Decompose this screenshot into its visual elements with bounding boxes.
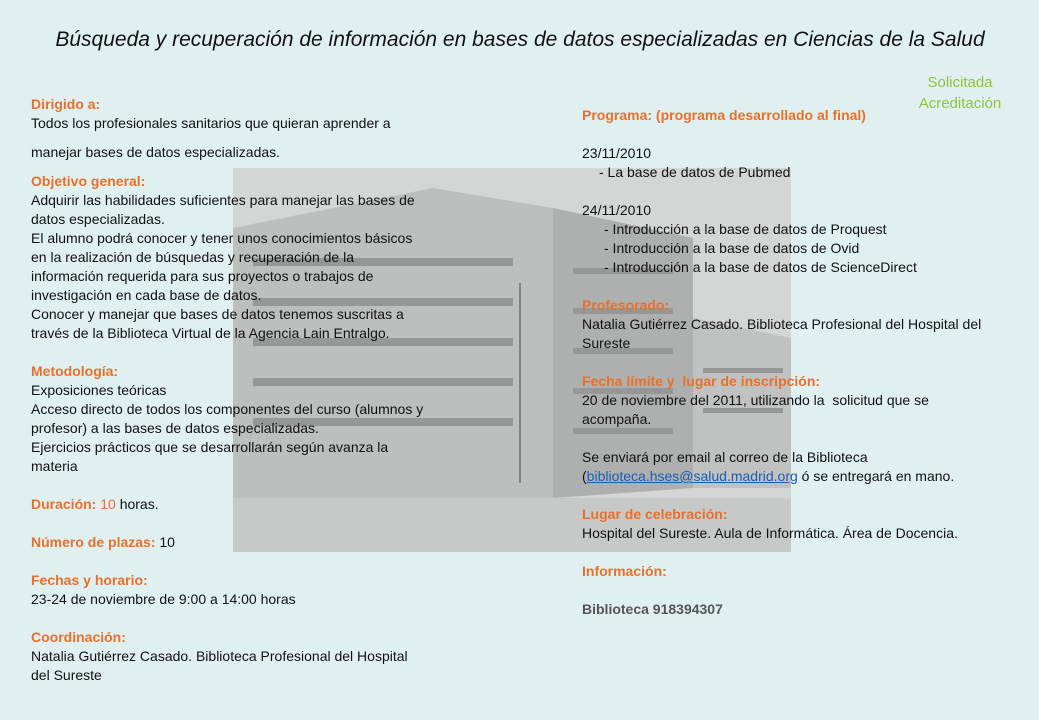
right-column	[582, 106, 1039, 619]
objetivo-line: datos especializadas.	[31, 211, 165, 227]
dirigido-line: manejar bases de datos especializadas.	[31, 144, 281, 160]
fecha-limite-line: acompaña.	[582, 411, 652, 427]
duracion-value: 10	[100, 496, 116, 512]
email-suffix: ó se entregará en mano.	[797, 468, 955, 484]
plazas-row	[31, 533, 471, 552]
metodologia-line: Exposiciones teóricas	[31, 382, 167, 398]
programa-date: 23/11/2010	[582, 145, 652, 161]
metodologia-line: Ejercicios prácticos que se desarrollarán según avanza la	[31, 439, 389, 455]
profesorado-line: Natalia Gutiérrez Casado. Biblioteca Profesional del Hospital del	[582, 316, 982, 332]
programa-item: - Introducción a la base de datos de Ovid	[604, 240, 860, 256]
programa-item: - Introducción a la base de datos de ScienceDirect	[604, 259, 917, 275]
informacion-heading: Información:	[582, 563, 667, 579]
programa-heading: Programa: (programa desarrollado al final)	[582, 107, 866, 123]
accreditation-badge: Solicitada Acreditación	[918, 74, 1002, 112]
objetivo-line: través de la Biblioteca Virtual de la Agencia Lain Entralgo.	[31, 325, 390, 341]
fechas-heading: Fechas y horario:	[31, 572, 148, 588]
objetivo-line: en la realización de búsquedas y recuperación de la	[31, 249, 354, 265]
objetivo-line: Conocer y manejar que bases de datos tenemos suscritas a	[31, 306, 404, 322]
plazas-label: Número de plazas:	[31, 534, 156, 550]
coordinacion-heading: Coordinación:	[31, 629, 126, 645]
profesorado-line: Sureste	[582, 335, 631, 351]
profesorado-heading: Profesorado:	[582, 297, 670, 313]
lugar-value: Hospital del Sureste. Aula de Informática. Área de Docencia.	[582, 525, 958, 541]
lugar-heading: Lugar de celebración:	[582, 506, 728, 522]
programa-item: - La base de datos de Pubmed	[599, 164, 791, 180]
duracion-label: Duración:	[31, 496, 97, 512]
objetivo-line: Adquirir las habilidades suficientes para manejar las bases de	[31, 192, 415, 208]
programa-item: - Introducción a la base de datos de Proquest	[604, 221, 887, 237]
dirigido-heading: Dirigido a:	[31, 96, 101, 112]
objetivo-heading: Objetivo general:	[31, 173, 146, 189]
metodologia-line: profesor) a las bases de datos especializadas.	[31, 420, 319, 436]
duracion-row	[31, 495, 471, 514]
metodologia-line: materia	[31, 458, 78, 474]
fecha-limite-line: 20 de noviembre del 2011, utilizando la solicitud que se	[582, 392, 929, 408]
objetivo-line: El alumno podrá conocer y tener unos conocimientos básicos	[31, 230, 413, 246]
metodologia-line: Acceso directo de todos los componentes del curso (alumnos y	[31, 401, 424, 417]
coordinacion-line: Natalia Gutiérrez Casado. Biblioteca Profesional del Hospital	[31, 648, 408, 664]
biblioteca-phone: Biblioteca 918394307	[582, 601, 723, 617]
duracion-unit: horas.	[115, 496, 159, 512]
objetivo-line: investigación en cada base de datos.	[31, 287, 262, 303]
fechas-value: 23-24 de noviembre de 9:00 a 14:00 horas	[31, 591, 296, 607]
dirigido-line: Todos los profesionales sanitarios que quieran aprender a	[31, 115, 391, 131]
library-email-link[interactable]: biblioteca.hses@salud.madrid.org	[586, 468, 798, 484]
programa-date: 24/11/2010	[582, 202, 652, 218]
left-column	[31, 95, 471, 685]
fecha-limite-heading: Fecha límite y lugar de inscripción:	[582, 373, 821, 389]
email-line: Se enviará por email al correo de la Biblioteca	[582, 449, 868, 465]
objetivo-line: información requerida para sus proyectos o trabajos de	[31, 268, 374, 284]
metodologia-heading: Metodología:	[31, 363, 119, 379]
plazas-value: 10	[155, 534, 175, 550]
email-row	[582, 467, 1039, 486]
coordinacion-line: del Sureste	[31, 667, 102, 683]
email-prefix: (	[582, 468, 587, 484]
course-title: Búsqueda y recuperación de información en bases de datos especializadas en Ciencias de la Salud	[55, 28, 985, 51]
